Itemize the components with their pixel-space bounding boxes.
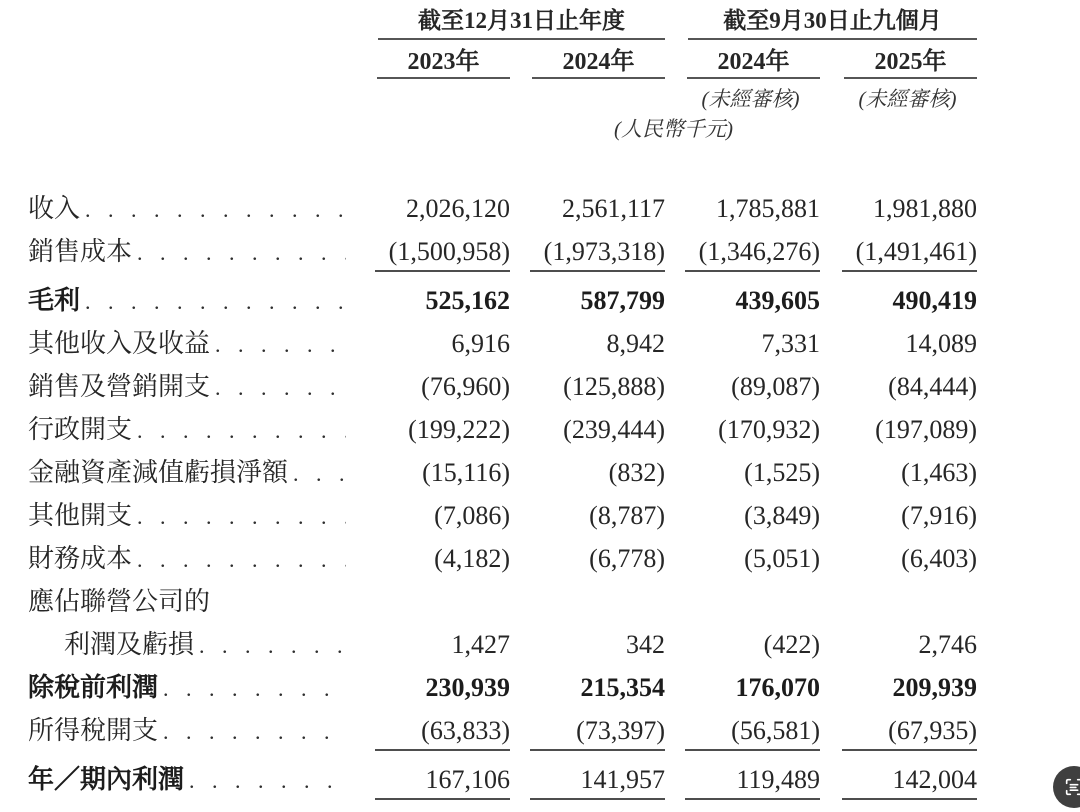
value-cell: (832) <box>608 458 665 487</box>
table-row <box>28 322 977 365</box>
unaudited-note: (未經審核) <box>858 87 957 111</box>
header-year-row <box>28 48 977 79</box>
row-label: 所得稅開支 <box>28 716 159 745</box>
row-label: 應佔聯營公司的 <box>28 587 211 616</box>
value-cell: (1,346,276) <box>665 230 820 273</box>
header-spacer <box>28 6 370 40</box>
row-label-cell <box>28 580 370 623</box>
dot-leader <box>132 494 346 537</box>
value-cell: 2,746 <box>918 630 977 659</box>
dot-leader <box>80 187 346 230</box>
row-label: 其他開支 <box>28 501 133 530</box>
value-cell: (7,086) <box>434 501 510 530</box>
year-label: 2024年 <box>687 48 820 79</box>
year-col <box>370 48 510 79</box>
value-cell: (73,397) <box>510 709 665 752</box>
year-col <box>510 48 665 79</box>
value-cell: 1,785,881 <box>716 194 820 223</box>
value-cell: 119,489 <box>665 758 820 801</box>
unaudited-note: (未經審核) <box>701 87 800 111</box>
value-cell: (1,500,958) <box>370 230 510 273</box>
value-cell: (76,960) <box>421 372 510 401</box>
value-cell: (8,787) <box>589 501 665 530</box>
row-label-cell <box>28 666 370 709</box>
value-cell: (15,116) <box>422 458 510 487</box>
header-spacer <box>28 48 370 79</box>
table-row <box>28 187 977 230</box>
value-cell: 215,354 <box>580 673 665 702</box>
table-row <box>28 365 977 408</box>
dot-leader <box>288 451 346 494</box>
value-cell: 1,981,880 <box>873 194 977 223</box>
currency-unit-note: (人民幣千元) <box>614 117 733 141</box>
row-label: 行政開支 <box>28 415 133 444</box>
year-label: 2025年 <box>844 48 977 79</box>
value-cell: 8,942 <box>606 329 665 358</box>
value-cell: 1,427 <box>451 630 510 659</box>
dot-leader <box>194 623 346 666</box>
period-group-title: 截至12月31日止年度 <box>378 6 665 40</box>
row-label: 銷售及營銷開支 <box>28 372 211 401</box>
dot-leader <box>184 758 346 801</box>
dot-leader <box>210 322 346 365</box>
dot-leader <box>210 365 346 408</box>
dot-leader <box>132 230 346 273</box>
table-row <box>28 408 977 451</box>
row-label-cell <box>28 365 370 408</box>
period-group-annual <box>370 6 665 40</box>
note-col <box>370 87 510 111</box>
header-spacer <box>28 117 370 141</box>
value-cell: 2,561,117 <box>561 194 665 223</box>
value-cell: (6,403) <box>901 544 977 573</box>
value-cell: (197,089) <box>875 415 977 444</box>
row-label-cell <box>28 709 370 752</box>
value-cell: (5,051) <box>744 544 820 573</box>
value-cell: 342 <box>626 630 665 659</box>
value-cell: (67,935) <box>820 709 977 752</box>
row-label: 利潤及虧損 <box>64 630 195 659</box>
value-cell: 2,026,120 <box>406 194 510 223</box>
period-group-nine-months <box>665 6 977 40</box>
row-label: 毛利 <box>28 286 81 315</box>
value-cell: (1,525) <box>744 458 820 487</box>
value-cell: (1,491,461) <box>820 230 977 273</box>
value-cell <box>820 580 977 623</box>
row-label: 銷售成本 <box>28 237 133 266</box>
table-row <box>28 758 977 801</box>
table-row <box>28 709 977 752</box>
value-cell <box>370 580 510 623</box>
dot-leader <box>158 666 346 709</box>
value-cell: (199,222) <box>408 415 510 444</box>
note-col <box>820 87 977 111</box>
value-cell: 176,070 <box>735 673 820 702</box>
table-body <box>28 187 1080 801</box>
value-cell: (3,849) <box>744 501 820 530</box>
year-label: 2023年 <box>377 48 510 79</box>
value-cell: 14,089 <box>905 329 977 358</box>
note-col <box>665 87 820 111</box>
table-row <box>28 580 977 623</box>
table-row <box>28 537 977 580</box>
value-cell: (125,888) <box>563 372 665 401</box>
row-label-cell <box>28 187 370 230</box>
value-cell: (7,916) <box>901 501 977 530</box>
year-col <box>665 48 820 79</box>
value-cell <box>665 580 820 623</box>
value-cell: (239,444) <box>563 415 665 444</box>
value-cell: (63,833) <box>370 709 510 752</box>
value-cell: 141,957 <box>510 758 665 801</box>
row-label-cell <box>28 230 370 273</box>
row-label-cell <box>28 623 370 666</box>
row-label: 其他收入及收益 <box>28 329 211 358</box>
value-cell: (6,778) <box>589 544 665 573</box>
value-cell: 439,605 <box>735 286 820 315</box>
value-cell: (84,444) <box>888 372 977 401</box>
row-label: 收入 <box>28 194 81 223</box>
value-cell: 230,939 <box>425 673 510 702</box>
value-cell: (422) <box>763 630 820 659</box>
dot-leader <box>80 279 346 322</box>
value-cell: 7,331 <box>761 329 820 358</box>
row-label-cell <box>28 758 370 801</box>
scan-text-icon <box>1063 776 1080 798</box>
header-spacer <box>28 87 370 111</box>
value-cell: 587,799 <box>580 286 665 315</box>
value-cell: (4,182) <box>434 544 510 573</box>
value-cell: (1,973,318) <box>510 230 665 273</box>
table-row <box>28 494 977 537</box>
year-label: 2024年 <box>532 48 665 79</box>
value-cell: (89,087) <box>731 372 820 401</box>
row-label-cell <box>28 322 370 365</box>
dot-leader <box>158 709 346 752</box>
table-row <box>28 623 977 666</box>
header-note-row <box>28 87 977 111</box>
dot-leader <box>132 537 346 580</box>
value-cell: 490,419 <box>892 286 977 315</box>
value-cell: 6,916 <box>451 329 510 358</box>
row-label: 財務成本 <box>28 544 133 573</box>
year-col <box>820 48 977 79</box>
row-label-cell <box>28 279 370 322</box>
note-col <box>510 87 665 111</box>
value-cell: (56,581) <box>665 709 820 752</box>
table-row <box>28 451 977 494</box>
row-label-cell <box>28 408 370 451</box>
dot-leader <box>132 408 346 451</box>
row-label-cell <box>28 451 370 494</box>
unit-note-row <box>28 117 977 141</box>
value-cell: 209,939 <box>892 673 977 702</box>
value-cell: (1,463) <box>901 458 977 487</box>
value-cell: (170,932) <box>718 415 820 444</box>
table-row <box>28 279 977 322</box>
header-group-row <box>28 6 977 40</box>
value-cell: 167,106 <box>370 758 510 801</box>
period-group-title: 截至9月30日止九個月 <box>688 6 977 40</box>
value-cell: 142,004 <box>820 758 977 801</box>
row-label: 金融資產減值虧損淨額 <box>28 458 289 487</box>
row-label-cell <box>28 537 370 580</box>
table-row <box>28 666 977 709</box>
value-cell: 525,162 <box>425 286 510 315</box>
row-label: 年／期內利潤 <box>28 765 185 794</box>
table-row <box>28 230 977 273</box>
value-cell <box>510 580 665 623</box>
row-label: 除稅前利潤 <box>28 673 159 702</box>
row-label-cell <box>28 494 370 537</box>
